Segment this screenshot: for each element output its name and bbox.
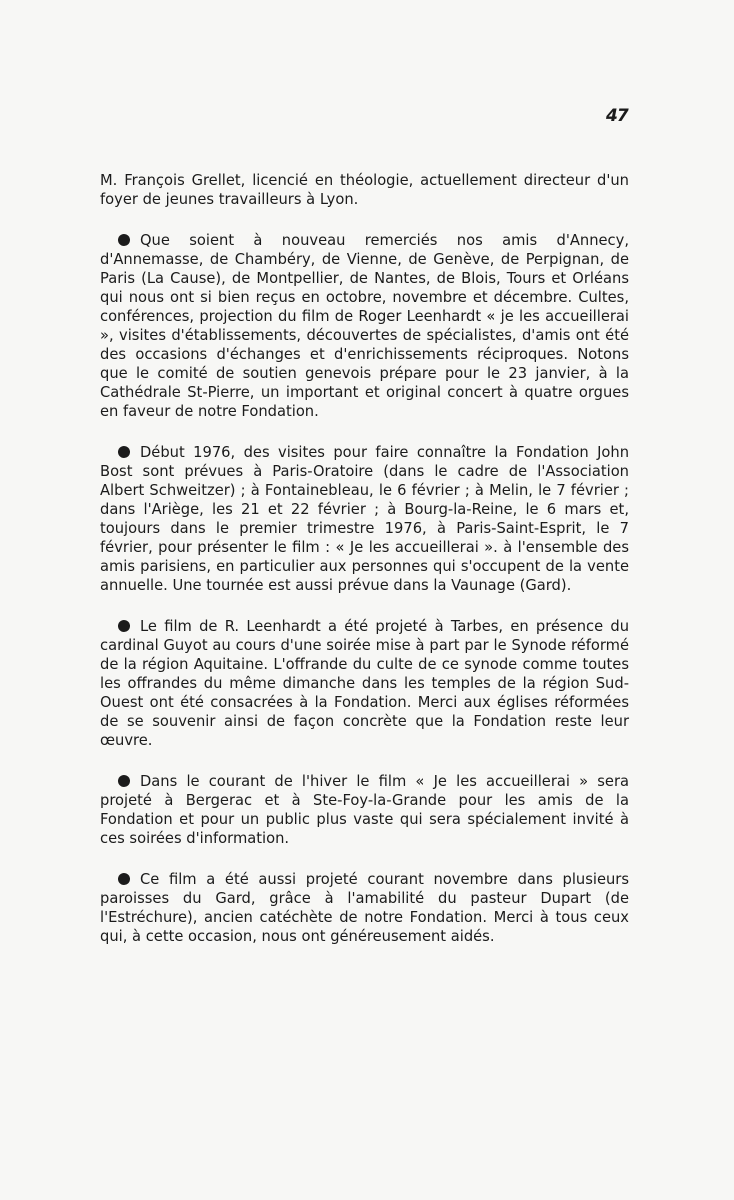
bullet-icon: [118, 873, 130, 885]
paragraph-gard: [100, 870, 629, 946]
bullet-icon: [118, 234, 130, 246]
bullet-icon: [118, 775, 130, 787]
page-number: 47: [606, 106, 628, 126]
paragraph-thanks: [100, 231, 629, 421]
paragraph-text: Ce film a été aussi projeté courant novembre dans plusieurs paroisses du Gard, grâce à l'amabilité du pasteur Dupart (de l'Estréchure), ancien catéchète de notre Fondation. Merci à tous ceux qui, à cette occasion, nous ont généreusement aidés.: [100, 871, 629, 945]
paragraph-bergerac: [100, 772, 629, 848]
paragraph-text: Début 1976, des visites pour faire connaître la Fondation John Bost sont prévues à Paris-Oratoire (dans le cadre de l'Association Albert Schweitzer) ; à Fontainebleau, le 6 février ; à Melin, le 7 février ; dans l'Ariège, les 21 et 22 février ; à Bourg-la-Reine, le 6 mars et, toujours dans le premier trimestre 1976, à Paris-Saint-Esprit, le 7 février, pour présenter le film : « Je les accueillerai ». à l'ensemble des amis parisiens, en particulier aux personnes qui s'occupent de la vente annuelle. Une tournée est aussi prévue dans la Vaunage (Gard).: [100, 444, 629, 594]
paragraph-tarbes: [100, 617, 629, 750]
paragraph-text: M. François Grellet, licencié en théologie, actuellement directeur d'un foyer de jeunes travailleurs à Lyon.: [100, 172, 629, 208]
paragraph-visits-1976: [100, 443, 629, 595]
paragraph-text: Dans le courant de l'hiver le film « Je les accueillerai » sera projeté à Bergerac et à Ste-Foy-la-Grande pour les amis de la Fondation et pour un public plus vaste qui sera spécialement invité à ces soirées d'information.: [100, 773, 629, 847]
bullet-icon: [118, 446, 130, 458]
page-body: [100, 171, 629, 968]
paragraph-intro: [100, 171, 629, 209]
paragraph-text: Le film de R. Leenhardt a été projeté à Tarbes, en présence du cardinal Guyot au cours d'une soirée mise à part par le Synode réformé de la région Aquitaine. L'offrande du culte de ce synode comme toutes les offrandes du même dimanche dans les temples de la région Sud-Ouest ont été consacrées à la Fondation. Merci aux églises réformées de se souvenir ainsi de façon concrète que la Fondation reste leur œuvre.: [100, 618, 629, 749]
bullet-icon: [118, 620, 130, 632]
paragraph-text: Que soient à nouveau remerciés nos amis d'Annecy, d'Annemasse, de Chambéry, de Vienne, de Genève, de Perpignan, de Paris (La Cause), de Montpellier, de Nantes, de Blois, Tours et Orléans qui nous ont si bien reçus en octobre, novembre et décembre. Cultes, conférences, projection du film de Roger Leenhardt « je les accueillerai », visites d'établissements, découvertes de spécialistes, d'amis ont été des occasions d'échanges et d'enrichissements réciproques. Notons que le comité de soutien genevois prépare pour le 23 janvier, à la Cathédrale St-Pierre, un important et original concert à quatre orgues en faveur de notre Fondation.: [100, 232, 629, 420]
